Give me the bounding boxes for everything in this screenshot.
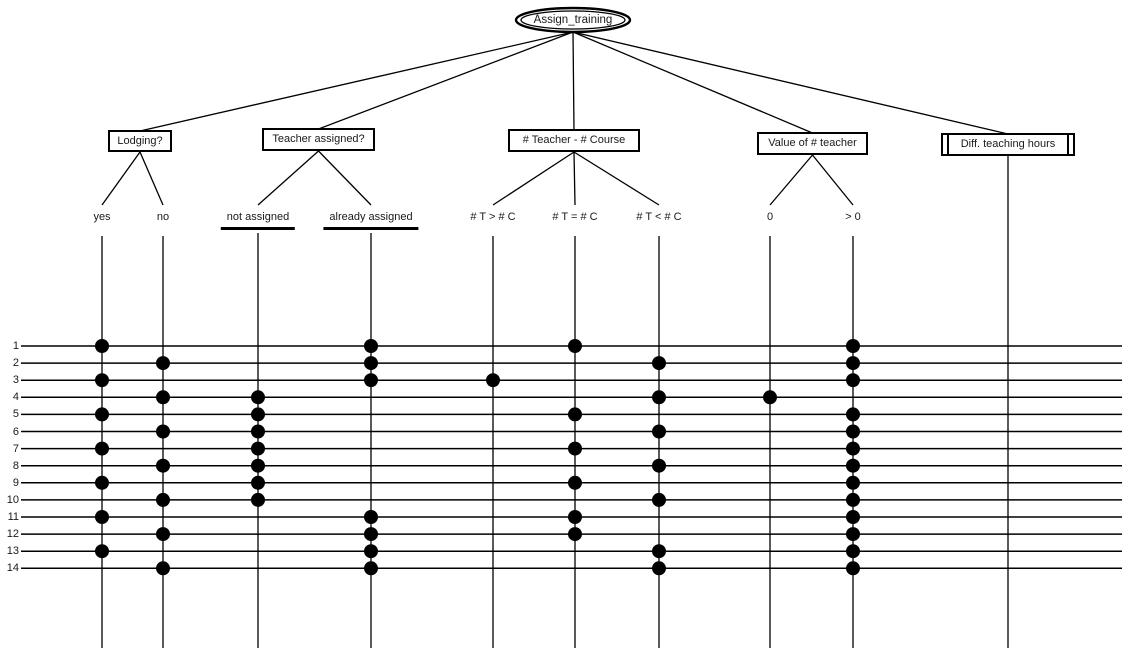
feature-label-diff-teaching-hours: Diff. teaching hours (960, 138, 1056, 150)
row-number-12: 12 (6, 528, 19, 541)
mark-dot-row6-t_lt_c (652, 425, 666, 439)
mark-dot-row5-t_eq_c (568, 407, 582, 421)
mark-dot-row1-already_assigned (364, 339, 378, 353)
value-label-already_assigned: already assigned (323, 211, 418, 230)
value-label-t_lt_c: # T < # C (636, 211, 682, 223)
row-number-4: 4 (12, 391, 19, 404)
mark-dot-row12-t_eq_c (568, 527, 582, 541)
mark-dot-row11-gt_zero (846, 510, 860, 524)
mark-dot-row11-already_assigned (364, 510, 378, 524)
mark-dot-row11-yes (95, 510, 109, 524)
row-number-13: 13 (6, 545, 19, 558)
mark-dot-row12-no (156, 527, 170, 541)
mark-dot-row3-already_assigned (364, 373, 378, 387)
mark-dot-row14-no (156, 561, 170, 575)
mark-dot-row5-not_assigned (251, 407, 265, 421)
feature-label-teacher-minus-course: # Teacher - # Course (522, 134, 626, 146)
row-number-5: 5 (12, 408, 19, 421)
mark-dot-row13-yes (95, 544, 109, 558)
edge-value_of_teacher-to-gt_zero (813, 155, 854, 205)
mark-dot-row9-yes (95, 476, 109, 490)
row-number-8: 8 (12, 459, 19, 472)
value-label-not_assigned: not assigned (221, 211, 295, 230)
edge-teacher_minus_course-to-t_gt_c (493, 152, 574, 205)
mark-dot-row12-gt_zero (846, 527, 860, 541)
mark-dot-row14-t_lt_c (652, 561, 666, 575)
mark-dot-row6-not_assigned (251, 425, 265, 439)
mark-dot-row11-t_eq_c (568, 510, 582, 524)
mark-dot-row6-no (156, 425, 170, 439)
mark-dot-row9-gt_zero (846, 476, 860, 490)
double-border-rule-right (1067, 135, 1069, 154)
mark-dot-row10-t_lt_c (652, 493, 666, 507)
row-number-1: 1 (12, 340, 19, 352)
double-border-rule-left (947, 135, 949, 154)
feature-box-diff-teaching-hours (941, 133, 1075, 156)
mark-dot-row10-not_assigned (251, 493, 265, 507)
value-label-yes: yes (93, 211, 111, 223)
mark-dot-row13-already_assigned (364, 544, 378, 558)
mark-dot-row2-gt_zero (846, 356, 860, 370)
row-number-9: 9 (12, 476, 19, 489)
value-label-t_eq_c: # T = # C (552, 211, 598, 223)
mark-dot-row9-not_assigned (251, 476, 265, 490)
mark-dot-row12-already_assigned (364, 527, 378, 541)
edge-lodging-to-no (140, 152, 163, 205)
value-label-gt_zero: > 0 (845, 211, 861, 223)
edge-root-to-teacher_minus_course (573, 32, 574, 130)
row-number-3: 3 (12, 374, 19, 387)
feature-box-value-of-teacher (757, 132, 868, 155)
feature-label-teacher-assigned: Teacher assigned? (272, 133, 365, 145)
row-number-14: 14 (6, 562, 19, 575)
edge-value_of_teacher-to-zero (770, 155, 813, 205)
feature-label-value-of-teacher: Value of # teacher (768, 137, 857, 149)
root-node-label: Assign_training (533, 14, 613, 26)
mark-dot-row8-t_lt_c (652, 459, 666, 473)
mark-dot-row5-yes (95, 407, 109, 421)
edge-root-to-value_of_teacher (573, 32, 813, 133)
mark-dot-row2-t_lt_c (652, 356, 666, 370)
mark-dot-row7-t_eq_c (568, 442, 582, 456)
row-number-11: 11 (7, 511, 19, 523)
mark-dot-row8-not_assigned (251, 459, 265, 473)
mark-dot-row5-gt_zero (846, 407, 860, 421)
mark-dot-row14-gt_zero (846, 561, 860, 575)
edge-root-to-diff_teaching_hours (573, 32, 1008, 134)
mark-dot-row8-gt_zero (846, 459, 860, 473)
value-label-t_gt_c: # T > # C (470, 211, 516, 223)
mark-dot-row3-gt_zero (846, 373, 860, 387)
mark-dot-row7-not_assigned (251, 442, 265, 456)
row-number-2: 2 (12, 357, 19, 370)
edge-lodging-to-yes (102, 152, 140, 205)
value-label-zero: 0 (766, 211, 774, 223)
mark-dot-row3-t_gt_c (486, 373, 500, 387)
edge-root-to-teacher_assigned (319, 32, 574, 129)
mark-dot-row1-gt_zero (846, 339, 860, 353)
mark-dot-row10-no (156, 493, 170, 507)
mark-dot-row8-no (156, 459, 170, 473)
mark-dot-row9-t_eq_c (568, 476, 582, 490)
edge-teacher_minus_course-to-t_lt_c (574, 152, 659, 205)
mark-dot-row4-no (156, 390, 170, 404)
mark-dot-row7-yes (95, 442, 109, 456)
mark-dot-row2-already_assigned (364, 356, 378, 370)
feature-box-teacher-minus-course (508, 129, 640, 152)
value-label-no: no (156, 211, 170, 223)
mark-dot-row3-yes (95, 373, 109, 387)
edge-teacher_assigned-to-not_assigned (258, 151, 319, 205)
row-number-6: 6 (12, 425, 19, 438)
mark-dot-row13-gt_zero (846, 544, 860, 558)
mark-dot-row6-gt_zero (846, 425, 860, 439)
mark-dot-row7-gt_zero (846, 442, 860, 456)
row-number-7: 7 (12, 442, 19, 455)
row-number-10: 10 (6, 493, 19, 506)
mark-dot-row14-already_assigned (364, 561, 378, 575)
feature-box-lodging (108, 130, 172, 152)
edge-teacher_assigned-to-already_assigned (319, 151, 372, 205)
feature-label-lodging: Lodging? (117, 134, 163, 147)
mark-dot-row2-no (156, 356, 170, 370)
mark-dot-row4-zero (763, 390, 777, 404)
edge-root-to-lodging (140, 32, 573, 131)
mark-dot-row1-yes (95, 339, 109, 353)
mark-dot-row13-t_lt_c (652, 544, 666, 558)
feature-box-teacher-assigned (262, 128, 375, 151)
edge-teacher_minus_course-to-t_eq_c (574, 152, 575, 205)
mark-dot-row4-t_lt_c (652, 390, 666, 404)
mark-dot-row1-t_eq_c (568, 339, 582, 353)
mark-dot-row4-not_assigned (251, 390, 265, 404)
mark-dot-row10-gt_zero (846, 493, 860, 507)
